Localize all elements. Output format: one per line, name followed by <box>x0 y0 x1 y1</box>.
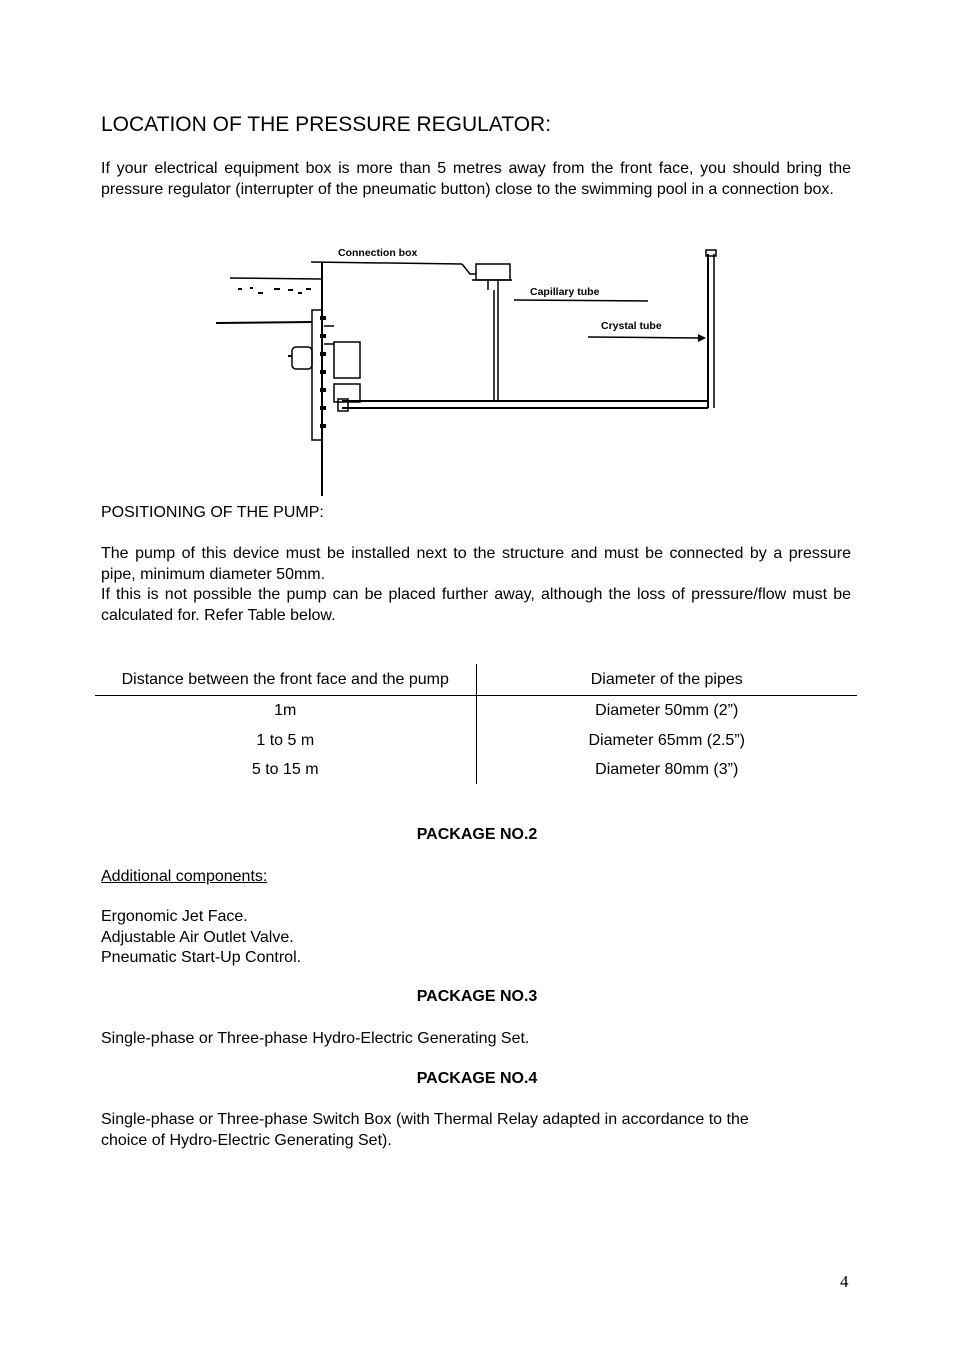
paragraph-pressure-regulator <box>101 159 851 200</box>
label-connection-box: Connection box <box>338 247 418 259</box>
page-number: 4 <box>840 1272 849 1291</box>
table-row <box>95 696 857 727</box>
section-heading-pressure-regulator: LOCATION OF THE PRESSURE REGULATOR: <box>101 113 552 136</box>
list-item: Adjustable Air Outlet Valve. <box>101 928 294 946</box>
table-cell-diameter: Diameter 80mm (3”) <box>595 761 739 778</box>
table-header-distance: Distance between the front face and the pump <box>95 664 476 696</box>
table-cell-distance: 1m <box>95 696 476 727</box>
paragraph-text: If your electrical equipment box is more than 5 metres away from the front face, you should bring the pressure regulator (interrupter of the pneumatic button) close to the swimming pool in a connection box. <box>101 160 851 198</box>
pipe-diameter-table <box>95 664 857 784</box>
package-4-text <box>101 1110 749 1151</box>
table-cell-distance: 5 to 15 m <box>95 756 476 784</box>
package-2-title: PACKAGE NO.2 <box>416 826 538 843</box>
section-heading-pump-positioning: POSITIONING OF THE PUMP: <box>101 504 324 521</box>
list-item: Pneumatic Start-Up Control. <box>101 949 302 966</box>
table-header-diameter: Diameter of the pipes <box>476 664 857 696</box>
package-2-subtitle: Additional components: <box>101 868 268 885</box>
table-cell-distance: 1 to 5 m <box>95 726 476 756</box>
paragraph-text-1: The pump of this device must be installed next to the structure and must be connected by a pressure pipe, minimum diameter 50mm. <box>101 545 851 583</box>
label-capillary-tube: Capillary tube <box>530 286 600 298</box>
table-row <box>95 756 857 784</box>
paragraph-text-2: If this is not possible the pump can be placed further away, although the loss of pressure/flow must be calculated for. Refer Table below. <box>101 586 851 624</box>
paragraph-pump-positioning <box>101 544 851 626</box>
list-item: Ergonomic Jet Face. <box>101 908 248 925</box>
package-4-line-1: Single-phase or Three-phase Switch Box (with Thermal Relay adapted in accordance to the <box>101 1111 749 1128</box>
package-3-text: Single-phase or Three-phase Hydro-Electric Generating Set. <box>101 1030 530 1047</box>
pressure-regulator-diagram <box>214 244 744 502</box>
table-row <box>95 726 857 756</box>
table-cell-diameter: Diameter 50mm (2”) <box>595 702 739 719</box>
package-4-line-2: choice of Hydro-Electric Generating Set). <box>101 1131 392 1149</box>
table-header-row <box>95 664 857 696</box>
package-4-title: PACKAGE NO.4 <box>416 1070 538 1087</box>
package-3-title: PACKAGE NO.3 <box>416 988 538 1005</box>
package-2-item-list <box>101 907 301 969</box>
label-crystal-tube: Crystal tube <box>601 320 662 332</box>
table-cell-diameter: Diameter 65mm (2.5”) <box>588 732 745 749</box>
